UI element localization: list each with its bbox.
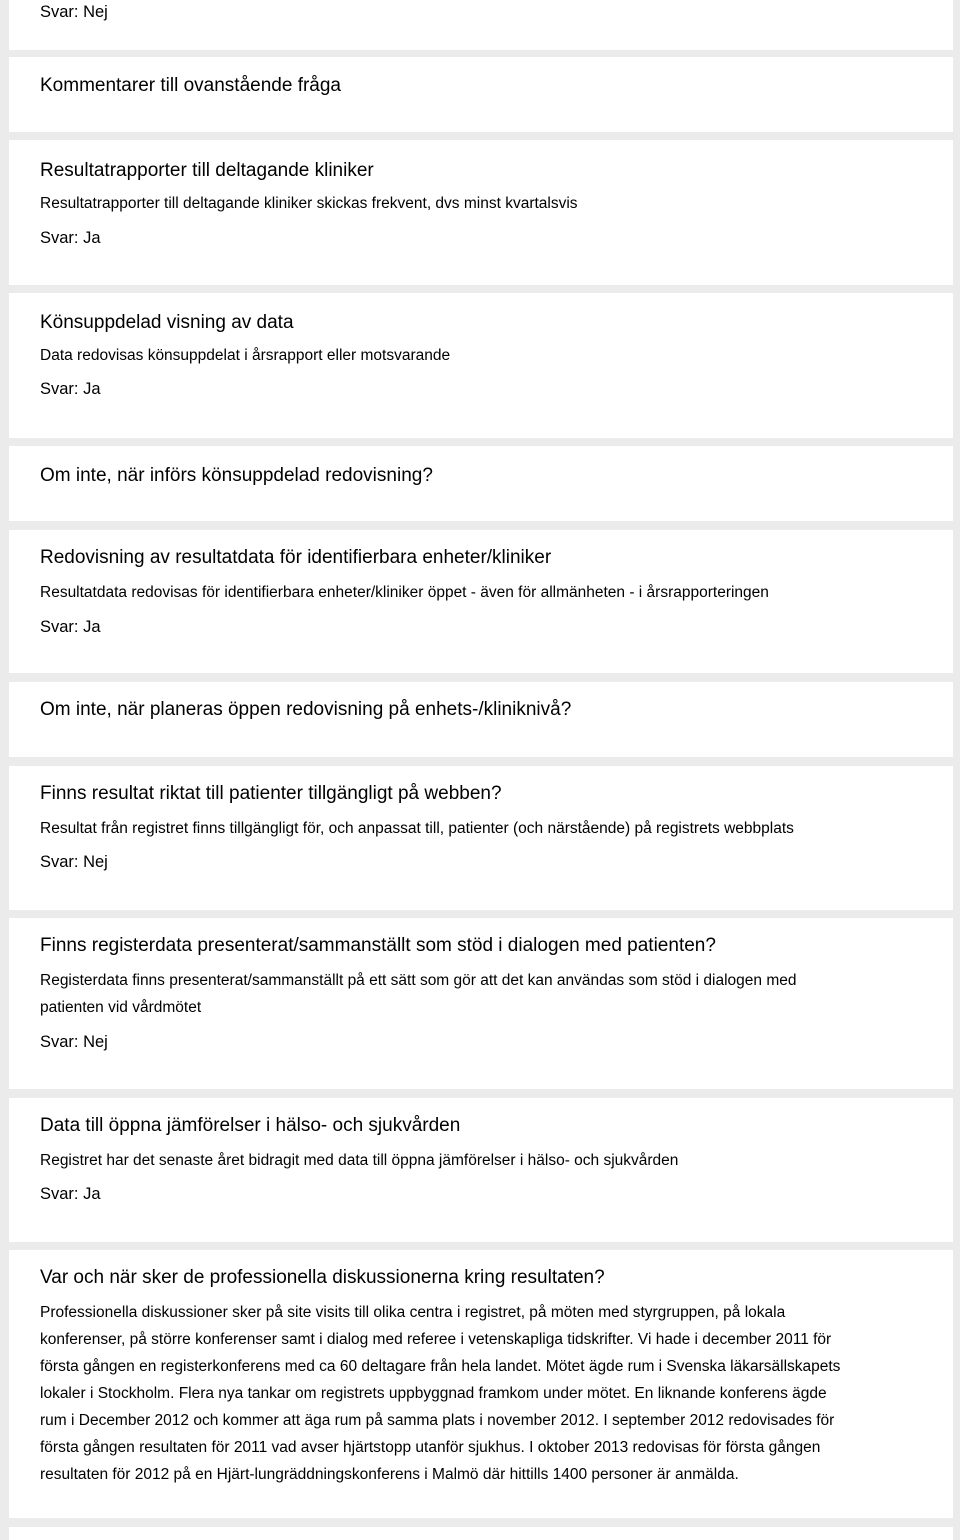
question-description: Data redovisas könsuppdelat i årsrapport eller motsvarande bbox=[40, 347, 451, 364]
answer-text: Svar: Ja bbox=[40, 229, 101, 247]
question-title: Finns registerdata presenterat/sammanställt som stöd i dialogen med patienten? bbox=[40, 935, 716, 956]
question-card bbox=[9, 918, 953, 1089]
question-card bbox=[9, 1098, 953, 1242]
paragraph-line: lokaler i Stockholm. Flera nya tankar om registrets uppbyggnad framkom under mötet. En liknande konferens ägde bbox=[40, 1385, 827, 1402]
answer-text: Svar: Nej bbox=[40, 1033, 108, 1051]
answer-card bbox=[9, 0, 953, 50]
question-title: Redovisning av resultatdata för identifierbara enheter/kliniker bbox=[40, 547, 552, 568]
question-card bbox=[9, 1250, 953, 1518]
question-description-line: Registerdata finns presenterat/sammanställt på ett sätt som gör att det kan användas som stöd i dialogen med bbox=[40, 972, 797, 989]
question-card bbox=[9, 140, 953, 285]
question-title: Om inte, när införs könsuppdelad redovisning? bbox=[40, 465, 433, 486]
answer-text: Svar: Nej bbox=[40, 3, 108, 21]
question-card bbox=[9, 682, 953, 757]
question-card bbox=[9, 766, 953, 910]
question-title: Var och när sker de professionella diskussionerna kring resultaten? bbox=[40, 1267, 605, 1288]
question-title: Resultatrapporter till deltagande kliniker bbox=[40, 160, 374, 181]
question-title: Om inte, när planeras öppen redovisning på enhets-/kliniknivå? bbox=[40, 699, 572, 720]
question-description-line: patienten vid vårdmötet bbox=[40, 999, 202, 1016]
question-title: Kommentarer till ovanstående fråga bbox=[40, 75, 341, 96]
question-title: Könsuppdelad visning av data bbox=[40, 312, 294, 333]
answer-text: Svar: Ja bbox=[40, 1185, 101, 1203]
paragraph-line: första gången en registerkonferens med ca 60 deltagare från hela landet. Mötet ägde rum i Svenska läkarsällskapets bbox=[40, 1358, 841, 1375]
document-page bbox=[9, 0, 953, 1540]
question-description: Registret har det senaste året bidragit med data till öppna jämförelser i hälso- och sjukvården bbox=[40, 1152, 679, 1169]
paragraph-line: rum i December 2012 och kommer att äga rum på samma plats i november 2012. I september 2012 redovisades för bbox=[40, 1412, 835, 1429]
question-card bbox=[9, 446, 953, 521]
paragraph-line: konferenser, på större konferenser samt i dialog med referee i vetenskapliga tidskrifter. Vi hade i december 2011 för bbox=[40, 1331, 832, 1348]
question-card bbox=[9, 530, 953, 673]
paragraph-line: resultaten för 2012 på en Hjärt-lungräddningskonferens i Malmö där hittills 1400 personer är anmälda. bbox=[40, 1466, 739, 1483]
question-card bbox=[9, 57, 953, 132]
paragraph-line: första gången resultaten för 2011 vad avser hjärtstopp utanför sjukhus. I oktober 2013 redovisas för första gången bbox=[40, 1439, 821, 1456]
question-card bbox=[9, 293, 953, 438]
answer-text: Svar: Nej bbox=[40, 853, 108, 871]
answer-text: Svar: Ja bbox=[40, 618, 101, 636]
question-description: Resultatrapporter till deltagande kliniker skickas frekvent, dvs minst kvartalsvis bbox=[40, 195, 578, 212]
paragraph-line: Professionella diskussioner sker på site visits till olika centra i registret, på möten med styrgruppen, på lokala bbox=[40, 1304, 786, 1321]
question-description: Resultat från registret finns tillgängligt för, och anpassat till, patienter (och närstående) på registrets webbplats bbox=[40, 820, 794, 837]
question-title: Data till öppna jämförelser i hälso- och sjukvården bbox=[40, 1115, 461, 1136]
question-description: Resultatdata redovisas för identifierbara enheter/kliniker öppet - även för allmänheten - i årsrapporteringen bbox=[40, 584, 769, 601]
next-card-edge bbox=[9, 1527, 953, 1540]
answer-text: Svar: Ja bbox=[40, 380, 101, 398]
question-title: Finns resultat riktat till patienter tillgängligt på webben? bbox=[40, 783, 502, 804]
